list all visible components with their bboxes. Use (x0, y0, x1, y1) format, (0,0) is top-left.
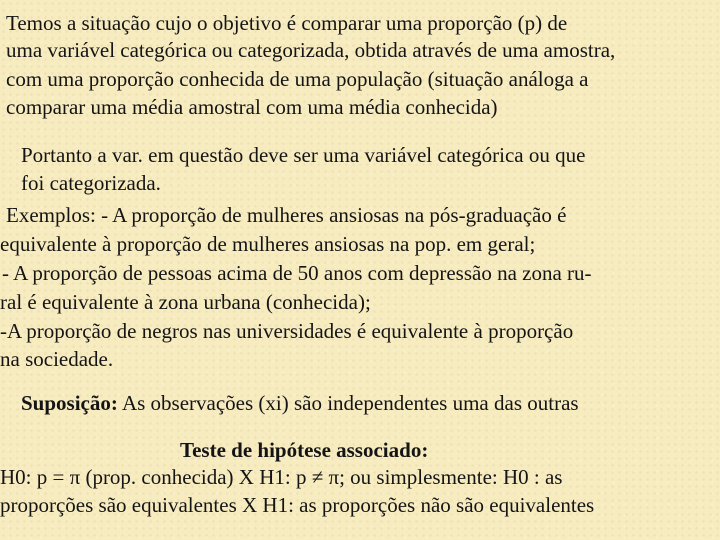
paragraph-line: com uma proporção conhecida de uma população (situação análoga a (6, 67, 589, 91)
paragraph-line: uma variável categórica ou categorizada, obtida através de uma amostra, (6, 38, 616, 62)
example-line: - A proporção de pessoas acima de 50 anos com depressão na zona ru- (2, 261, 592, 285)
paragraph-line: Portanto a var. em questão deve ser uma variável categórica ou que (21, 143, 586, 167)
paragraph-line: Temos a situação cujo o objetivo é comparar uma proporção (p) de (6, 11, 568, 35)
supposition-text: As observações (xi) são independentes uma das outras (117, 391, 579, 415)
supposition-label: Suposição: (21, 391, 118, 415)
hypothesis-line: proporções são equivalentes X H1: as proporções não são equivalentes (0, 493, 595, 517)
paragraph-line: foi categorizada. (21, 171, 161, 195)
example-line: equivalente à proporção de mulheres ansiosas na pop. em geral; (0, 232, 536, 256)
hypothesis-line: H0: p = π (prop. conhecida) X H1: p ≠ π; ou simplesmente: H0 : as (0, 465, 563, 489)
example-line: Exemplos: - A proporção de mulheres ansiosas na pós-graduação é (6, 203, 567, 227)
supposition-line (21, 390, 579, 417)
example-line: -A proporção de negros nas universidades é equivalente à proporção (0, 319, 574, 343)
hypothesis-heading: Teste de hipótese associado: (180, 438, 429, 462)
example-line: na sociedade. (0, 347, 114, 371)
paragraph-line: comparar uma média amostral com uma média conhecida) (6, 95, 498, 119)
example-line: ral é equivalente à zona urbana (conhecida); (0, 290, 371, 314)
